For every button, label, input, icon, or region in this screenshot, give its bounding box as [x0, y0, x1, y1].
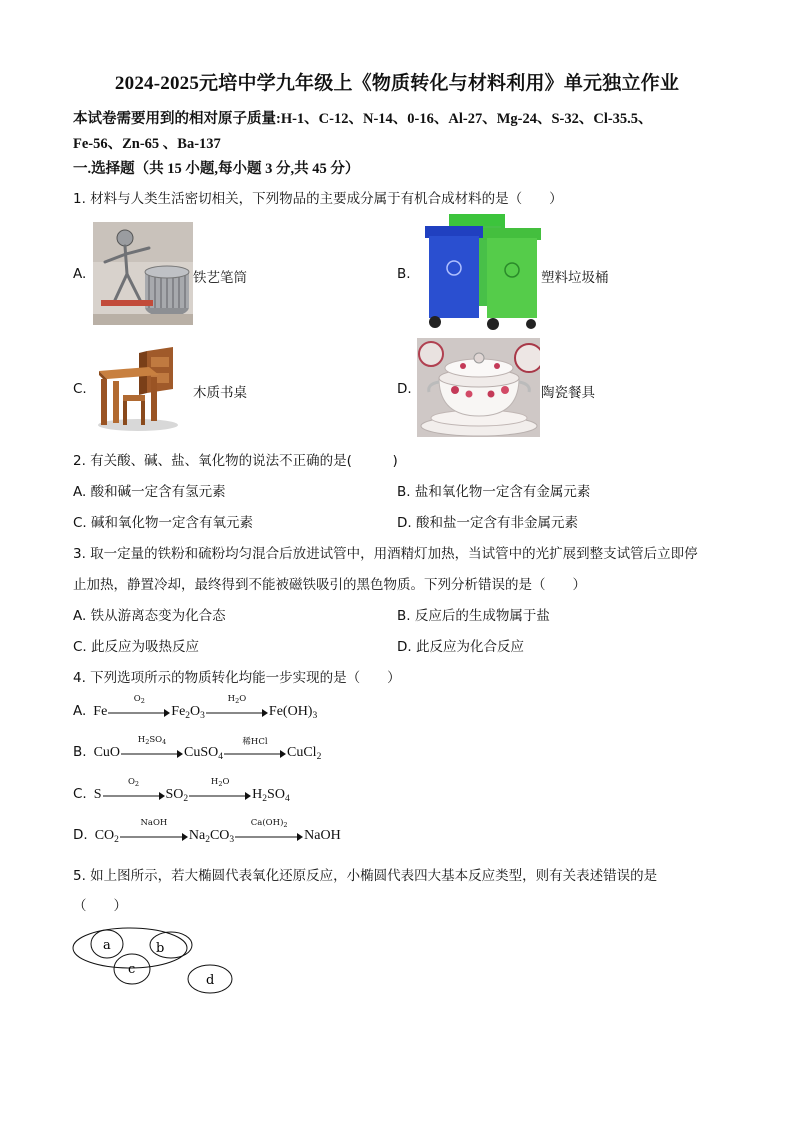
- q3-option-a: A. 铁从游离态变为化合态: [73, 608, 226, 624]
- q4-option-b: B. CuO $H_2SO_4$ CuSO$_4$ 稀HCl CuCl$_2$: [73, 734, 322, 762]
- reaction-type-ellipse-diagram: [60, 920, 250, 1000]
- q1-option-c-text: 木质书桌: [193, 385, 247, 401]
- q2-stem: 2. 有关酸、碱、盐、氧化物的说法不正确的是( ): [73, 453, 398, 469]
- reaction-arrow: NaOH: [120, 830, 188, 842]
- reaction-arrow: $H_2SO_4$: [121, 747, 183, 759]
- q3-stem-line-1: 3. 取一定量的铁粉和硫粉均匀混合后放进试管中，用酒精灯加热，当试管中的光扩展到整支试管后立即停: [73, 546, 698, 562]
- q4-option-c-letter: C.: [73, 786, 87, 802]
- q4-option-a-letter: A.: [73, 703, 87, 719]
- q1-stem: 1. 材料与人类生活密切相关，下列物品的主要成分属于有机合成材料的是（ ）: [73, 191, 563, 207]
- q5-stem-line-2: （ ）: [73, 898, 127, 914]
- label-c: c: [128, 962, 136, 977]
- q5-stem-line-1: 5. 如上图所示，若大椭圆代表氧化还原反应，小椭圆代表四大基本反应类型，则有关表述错误的是: [73, 868, 658, 884]
- reaction-arrow: 稀HCl: [224, 747, 286, 759]
- reaction-arrow: $O_2$: [108, 706, 170, 718]
- q3-option-b: B. 反应后的生成物属于盐: [397, 608, 550, 624]
- q4-option-d-letter: D.: [73, 827, 88, 843]
- q4-stem: 4. 下列选项所示的物质转化均能一步实现的是（ ）: [73, 670, 401, 686]
- wooden-desk-image: [93, 343, 183, 433]
- q3-option-d: D. 此反应为化合反应: [397, 639, 524, 655]
- q3-stem-line-2: 止加热，静置冷却，最终得到不能被磁铁吸引的黑色物质。下列分析错误的是（ ）: [73, 577, 586, 593]
- plastic-trash-bins-image: [417, 212, 542, 330]
- label-b: b: [156, 941, 165, 956]
- q2-option-d: D. 酸和盐一定含有非金属元素: [397, 515, 578, 531]
- section-heading-choice: 一.选择题（共 15 小题,每小题 3 分,共 45 分）: [73, 161, 360, 177]
- label-d: d: [206, 973, 215, 988]
- q1-option-b-text: 塑料垃圾桶: [541, 270, 609, 286]
- ceramic-tableware-image: [417, 338, 540, 437]
- q2-option-c: C. 碱和氧化物一定含有氧元素: [73, 515, 254, 531]
- q4-option-b-letter: B.: [73, 744, 87, 760]
- label-a: a: [103, 938, 111, 953]
- paper-title: 2024-2025元培中学九年级上《物质转化与材料利用》单元独立作业: [114, 73, 680, 94]
- q2-option-a: A. 酸和碱一定含有氢元素: [73, 484, 226, 500]
- reaction-arrow: $O_2$: [103, 789, 165, 801]
- q1-option-c-letter: C.: [73, 381, 87, 397]
- atomic-mass-line-2: Fe-56、Zn-65 、Ba-137: [73, 136, 221, 152]
- reaction-arrow: $H_2O$: [206, 706, 268, 718]
- reaction-arrow: $Ca(OH)_2$: [235, 830, 303, 842]
- q1-option-a-text: 铁艺笔筒: [193, 270, 247, 286]
- q4-option-d: D. $CO_2$ NaOH $Na_2CO_3$ $Ca(OH)_2$ NaOH: [73, 817, 341, 845]
- atomic-mass-line-1: 本试卷需要用到的相对原子质量:H-1、C-12、N-14、0-16、Al-27、Mg-24、S-32、Cl-35.5、: [73, 111, 653, 127]
- q1-option-a-letter: A.: [73, 266, 87, 282]
- q3-option-c: C. 此反应为吸热反应: [73, 639, 200, 655]
- q2-option-b: B. 盐和氧化物一定含有金属元素: [397, 484, 591, 500]
- q1-option-d-text: 陶瓷餐具: [541, 385, 595, 401]
- iron-pen-holder-image: [93, 222, 193, 325]
- q4-option-c: C. S $O_2$ $SO_2$ $H_2O$ $H_2SO_4$: [73, 776, 290, 804]
- reaction-arrow: $H_2O$: [189, 789, 251, 801]
- q1-option-d-letter: D.: [397, 381, 412, 397]
- q4-option-a: A. Fe $O_2$ $Fe_2O_3$ $H_2O$ $Fe(OH)_3$: [73, 693, 318, 721]
- q1-option-b-letter: B.: [397, 266, 411, 282]
